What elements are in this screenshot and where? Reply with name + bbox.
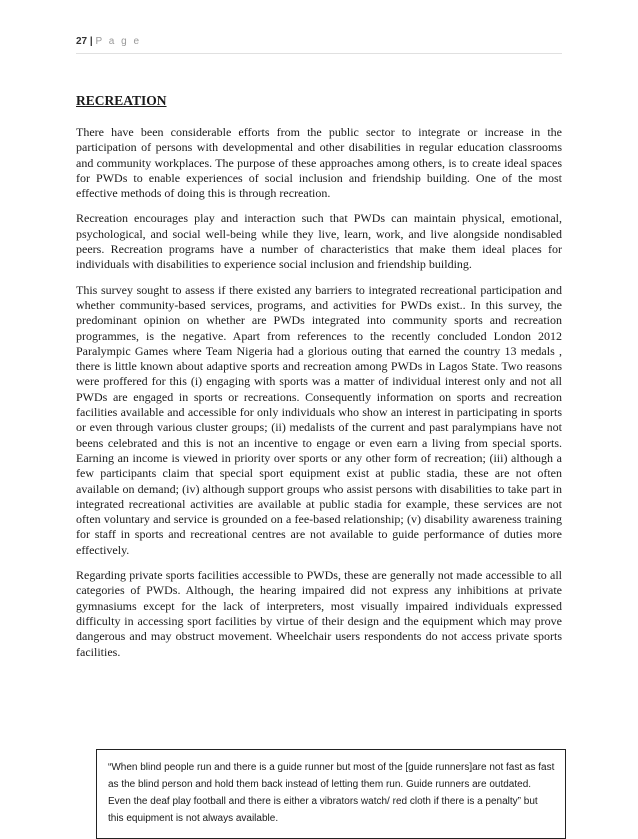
quote-text: “When blind people run and there is a guide runner but most of the [guide runners]are not fast as fast as the blind person and hold them back instead of letting them run. Guide runners are outdated. Even the deaf play football and there is either a vibrators watch/ red cloth if there is a penalty” but this equipment is not always available. (108, 762, 555, 824)
section-heading: RECREATION (76, 93, 167, 108)
page-header (76, 36, 562, 47)
main-content (76, 92, 562, 670)
paragraph-intro: There have been considerable efforts from the public sector to integrate or increase in the participation of persons with developmental and other disabilities in regular education classrooms and community workplaces. The purpose of these approaches among others, is to create ideal spaces for PWDs to enable experiences of social inclusion and friendship building. One of the most effective methods of doing this is through recreation. (76, 125, 562, 201)
paragraph-private-facilities: Regarding private sports facilities accessible to PWDs, these are generally not made accessible to all categories of PWDs. Although, the hearing impaired did not express any inhibitions at private gymnasiums except for the lack of interpreters, most visually impaired individuals expressed difficulty in accessing sport facilities by virtue of their design and the equipment which may prove dangerous and may obstruct movement. Wheelchair users respondents do not access private sports facilities. (76, 568, 562, 659)
page-label: P a g e (95, 36, 142, 47)
page-separator: | (89, 36, 93, 47)
paragraph-recreation-benefits: Recreation encourages play and interaction such that PWDs can maintain physical, emotional, psychological, and social well-being while they live, learn, work, and live alongside nondisabled peers. Recreation programs have a number of characteristics that make them ideal places for individuals with disabilities to experience social inclusion and friendship building. (76, 211, 562, 272)
header-divider (76, 53, 562, 54)
page-number: 27 (76, 36, 88, 47)
paragraph-survey-findings: This survey sought to assess if there existed any barriers to integrated recreational participation and whether community-based services, programs, and activities for PWDs exist.. In this survey, the predominant opinion on whether are PWDs integrated into community sports and recreation programmes, is the negative. Apart from references to the recently concluded London 2012 Paralympic Games where Team Nigeria had a glorious outing that earned the country 13 medals , there is little known about adaptive sports and recreation among PWDs in Lagos State. Two reasons were proffered for this (i) engaging with sports was a matter of individual interest only and not all PWDs are engaged in sports or recreations. Consequently information on sports and recreation facilities available and accessible for only individuals who show an interest in participating in sports or even through various cluster groups; (ii) medalists of the current and past paralympians have not beens celebrated and this is not an incentive to engage or even earn a living from special sports. Earning an income is viewed in priority over sports or any other form of recreation; (iii) although a few participants claim that special sport equipment exist at public stadia, these are not often available on demand; (iv) although support groups who assist persons with disabilities to take part in integrated recreational activities are available at public stadia for example, these services are not often voluntary and service is grounded on a fee-based relationship; (v) disability awareness training for staff in sports and recreational centres are not available to guide performance of duties more effectively. (76, 282, 562, 557)
